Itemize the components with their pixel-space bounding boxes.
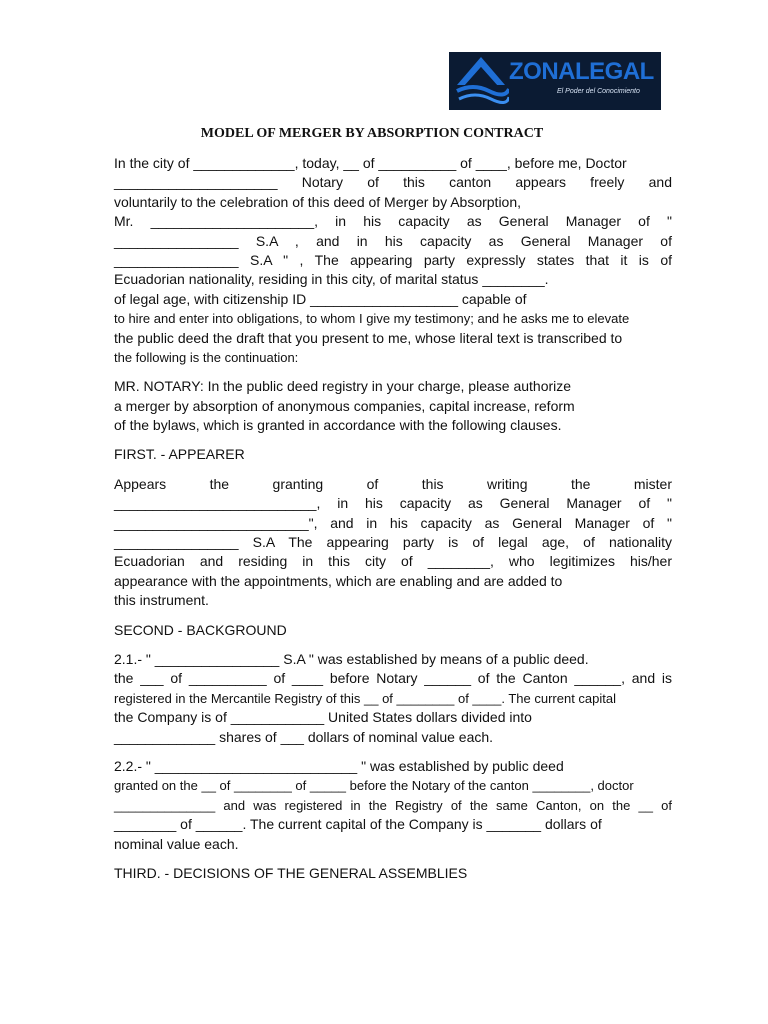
text-line: _____________ shares of ___ dollars of nominal value each. — [114, 728, 494, 745]
logo-emblem-icon — [453, 55, 509, 107]
text-line: a merger by absorption of anonymous companies, capital increase, reform — [114, 397, 575, 414]
text-line: granted on the __ of ________ of _____ before the Notary of the canton ________, doctor — [114, 778, 634, 794]
zonalegal-logo — [449, 52, 661, 110]
text-line: the public deed the draft that you present to me, whose literal text is transcribed to — [114, 329, 623, 346]
text-line: of legal age, with citizenship ID ___________________ capable of — [114, 290, 527, 307]
text-line: Mr. _____________________, in his capacity as General Manager of " — [114, 213, 672, 230]
paragraph-background-2-2 — [114, 757, 672, 854]
text-line: nominal value each. — [114, 835, 239, 852]
document-title: MODEL OF MERGER BY ABSORPTION CONTRACT — [200, 126, 544, 141]
text-line: Ecuadorian and residing in this city of ________, who legitimizes his/her — [114, 553, 672, 570]
text-line: the Company is of ____________ United States dollars divided into — [114, 709, 532, 726]
text-line: ________ of ______. The current capital of the Company is _______ dollars of — [114, 816, 602, 833]
text-line: of the bylaws, which is granted in accordance with the following clauses. — [114, 417, 562, 434]
text-line: the ___ of __________ of ____ before Notary ______ of the Canton ______, and is — [114, 670, 672, 687]
text-line: appearance with the appointments, which are enabling and are added to — [114, 572, 563, 589]
text-line: _____________________ Notary of this canton appears freely and — [114, 174, 672, 191]
text-line: registered in the Mercantile Registry of this __ of ________ of ____. The current capital — [114, 690, 616, 706]
text-line: the following is the continuation: — [114, 349, 299, 365]
logo-name: ZONALEGAL — [509, 58, 654, 85]
text-line: to hire and enter into obligations, to whom I give my testimony; and he asks me to elevate — [114, 311, 630, 327]
section-heading-third: THIRD. - DECISIONS OF THE GENERAL ASSEMBLIES — [114, 864, 468, 881]
section-heading-first: FIRST. - APPEARER — [114, 446, 245, 463]
document-body — [114, 154, 672, 883]
text-line: Appears the granting of this writing the mister — [114, 475, 672, 492]
text-line: ________________ S.A The appearing party is of legal age, of nationality — [114, 534, 672, 551]
text-line: ________________ S.A " , The appearing party expressly states that it is of — [114, 251, 672, 268]
text-line: ______________ and was registered in the Registry of the same Canton, on the __ of — [114, 797, 672, 813]
text-line: ________________ S.A , and in his capacity as General Manager of — [114, 232, 672, 249]
text-line: 2.1.- " ________________ S.A " was established by means of a public deed. — [114, 650, 589, 667]
logo-tagline: El Poder del Conocimiento — [557, 88, 640, 95]
text-line: Ecuadorian nationality, residing in this city, of marital status ________. — [114, 271, 549, 288]
paragraph-intro — [114, 154, 672, 367]
text-line: MR. NOTARY: In the public deed registry in your charge, please authorize — [114, 378, 572, 395]
text-line: voluntarily to the celebration of this deed of Merger by Absorption, — [114, 193, 522, 210]
text-line: _________________________", and in his capacity as General Manager of " — [114, 514, 672, 531]
section-heading-second: SECOND - BACKGROUND — [114, 621, 287, 638]
paragraph-notary — [114, 377, 672, 435]
text-line: In the city of _____________, today, __ of __________ of ____, before me, Doctor — [114, 155, 627, 171]
text-line: 2.2.- " __________________________ " was established by public deed — [114, 757, 564, 774]
paragraph-background-2-1 — [114, 650, 672, 747]
paragraph-appearer — [114, 475, 672, 611]
text-line: this instrument. — [114, 592, 209, 609]
text-line: __________________________, in his capacity as General Manager of " — [114, 495, 672, 512]
